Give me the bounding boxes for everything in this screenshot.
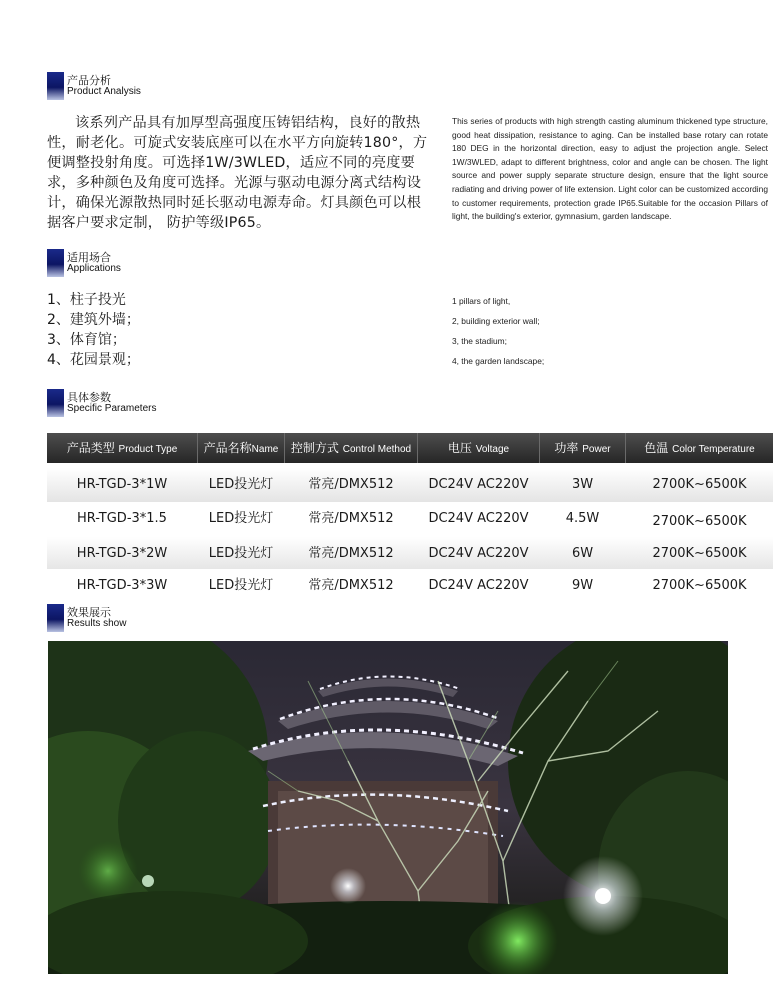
cell-name: LED投光灯 [208, 546, 274, 561]
cell-power: 6W [571, 546, 594, 561]
section-title-cn: 效果展示 [67, 606, 111, 619]
cell-product-type: HR-TGD-3*1W [76, 477, 168, 492]
column-header-name: 产品名称Name [203, 441, 279, 455]
list-item: 3、体育馆； [47, 332, 126, 348]
cell-name: LED投光灯 [208, 578, 274, 593]
cell-power: 9W [571, 578, 594, 593]
column-header-voltage: 电压 Voltage [447, 441, 510, 455]
list-item: 3, the stadium; [452, 336, 507, 346]
product-analysis-body-cn: 该系列产品具有加厚型高强度压铸铝结构，良好的散热性，耐老化。可旋式安装底座可以在水平方向旋转180°，方便调整投射角度。可选择1W/3WLED，适应不同的亮度要求，多种颜色及角度可选择。光源与驱动电源分离式结构设计，确保光源散热同时延长驱动电源寿命。灯具颜色可以根据客户要求定制， 防护等级IP65。 [47, 115, 428, 231]
table-row [47, 502, 773, 536]
spec-table [47, 433, 773, 603]
cell-color-temperature: 2700K~6500K [652, 546, 747, 561]
section-accent-bar [47, 389, 64, 417]
cell-product-type: HR-TGD-3*1.5 [77, 511, 167, 526]
cell-color-temperature: 2700K~6500K [652, 514, 747, 529]
table-row [47, 569, 773, 603]
cell-control-method: 常亮/DMX512 [308, 511, 394, 526]
cell-voltage: DC24V AC220V [428, 546, 529, 561]
cell-product-type: HR-TGD-3*2W [76, 546, 168, 561]
cell-name: LED投光灯 [208, 477, 274, 492]
section-accent-bar [47, 249, 64, 277]
section-title-en: Specific Parameters [67, 403, 157, 414]
list-item: 4、花园景观； [47, 352, 140, 368]
list-item: 2, building exterior wall; [452, 316, 540, 326]
cell-voltage: DC24V AC220V [428, 511, 529, 526]
table-row [47, 468, 773, 502]
cell-product-type: HR-TGD-3*3W [76, 578, 168, 593]
product-analysis-body-en: This series of products with high strength casting aluminum thickened type structure, good heat dissipation, resistance to aging. Can be installed base rotary can rotate 180 DEG in the horizontal direction, easy to adjust the projection angle. Select 1W/3WLED, adapt to different brightness, color and angle can be chosen. The light source and power supply separate structure design, ensure that the light source radiating and driving power of life extension. Light color can be customized according to customer requirements, protection grade IP65.Suitable for the occasion Pillars of light, the building's exterior, gymnasium, garden landscape. [452, 116, 768, 222]
cell-color-temperature: 2700K~6500K [652, 578, 747, 593]
section-title-cn: 产品分析 [67, 74, 111, 87]
applications-list-cn [47, 290, 140, 370]
cell-control-method: 常亮/DMX512 [308, 546, 394, 561]
section-title-en: Applications [67, 263, 121, 274]
column-header-color-temperature: 色温 Color Temperature [644, 441, 755, 455]
table-row [47, 537, 773, 571]
section-title-en: Product Analysis [67, 86, 141, 97]
section-title-cn: 适用场合 [67, 251, 111, 264]
cell-voltage: DC24V AC220V [428, 477, 529, 492]
spec-table-header [47, 433, 773, 463]
cell-control-method: 常亮/DMX512 [308, 578, 394, 593]
list-item: 1、柱子投光 [47, 292, 126, 308]
column-header-control-method: 控制方式 Control Method [290, 441, 412, 455]
list-item: 1 pillars of light, [452, 296, 511, 306]
cell-name: LED投光灯 [208, 511, 274, 526]
section-title-cn: 具体参数 [67, 391, 111, 404]
cell-power: 4.5W [565, 511, 600, 526]
column-header-product-type: 产品类型 Product Type [66, 441, 178, 455]
cell-control-method: 常亮/DMX512 [308, 477, 394, 492]
column-header-power: 功率 Power [554, 441, 611, 455]
night-pagoda-illustration [48, 641, 728, 974]
section-accent-bar [47, 72, 64, 100]
applications-list-en [452, 291, 544, 371]
cell-voltage: DC24V AC220V [428, 578, 529, 593]
section-title-en: Results show [67, 618, 127, 629]
list-item: 4, the garden landscape; [452, 356, 545, 366]
section-accent-bar [47, 604, 64, 632]
cell-power: 3W [571, 477, 594, 492]
results-photo [48, 641, 728, 974]
list-item: 2、建筑外墙； [47, 312, 140, 328]
cell-color-temperature: 2700K~6500K [652, 477, 747, 492]
